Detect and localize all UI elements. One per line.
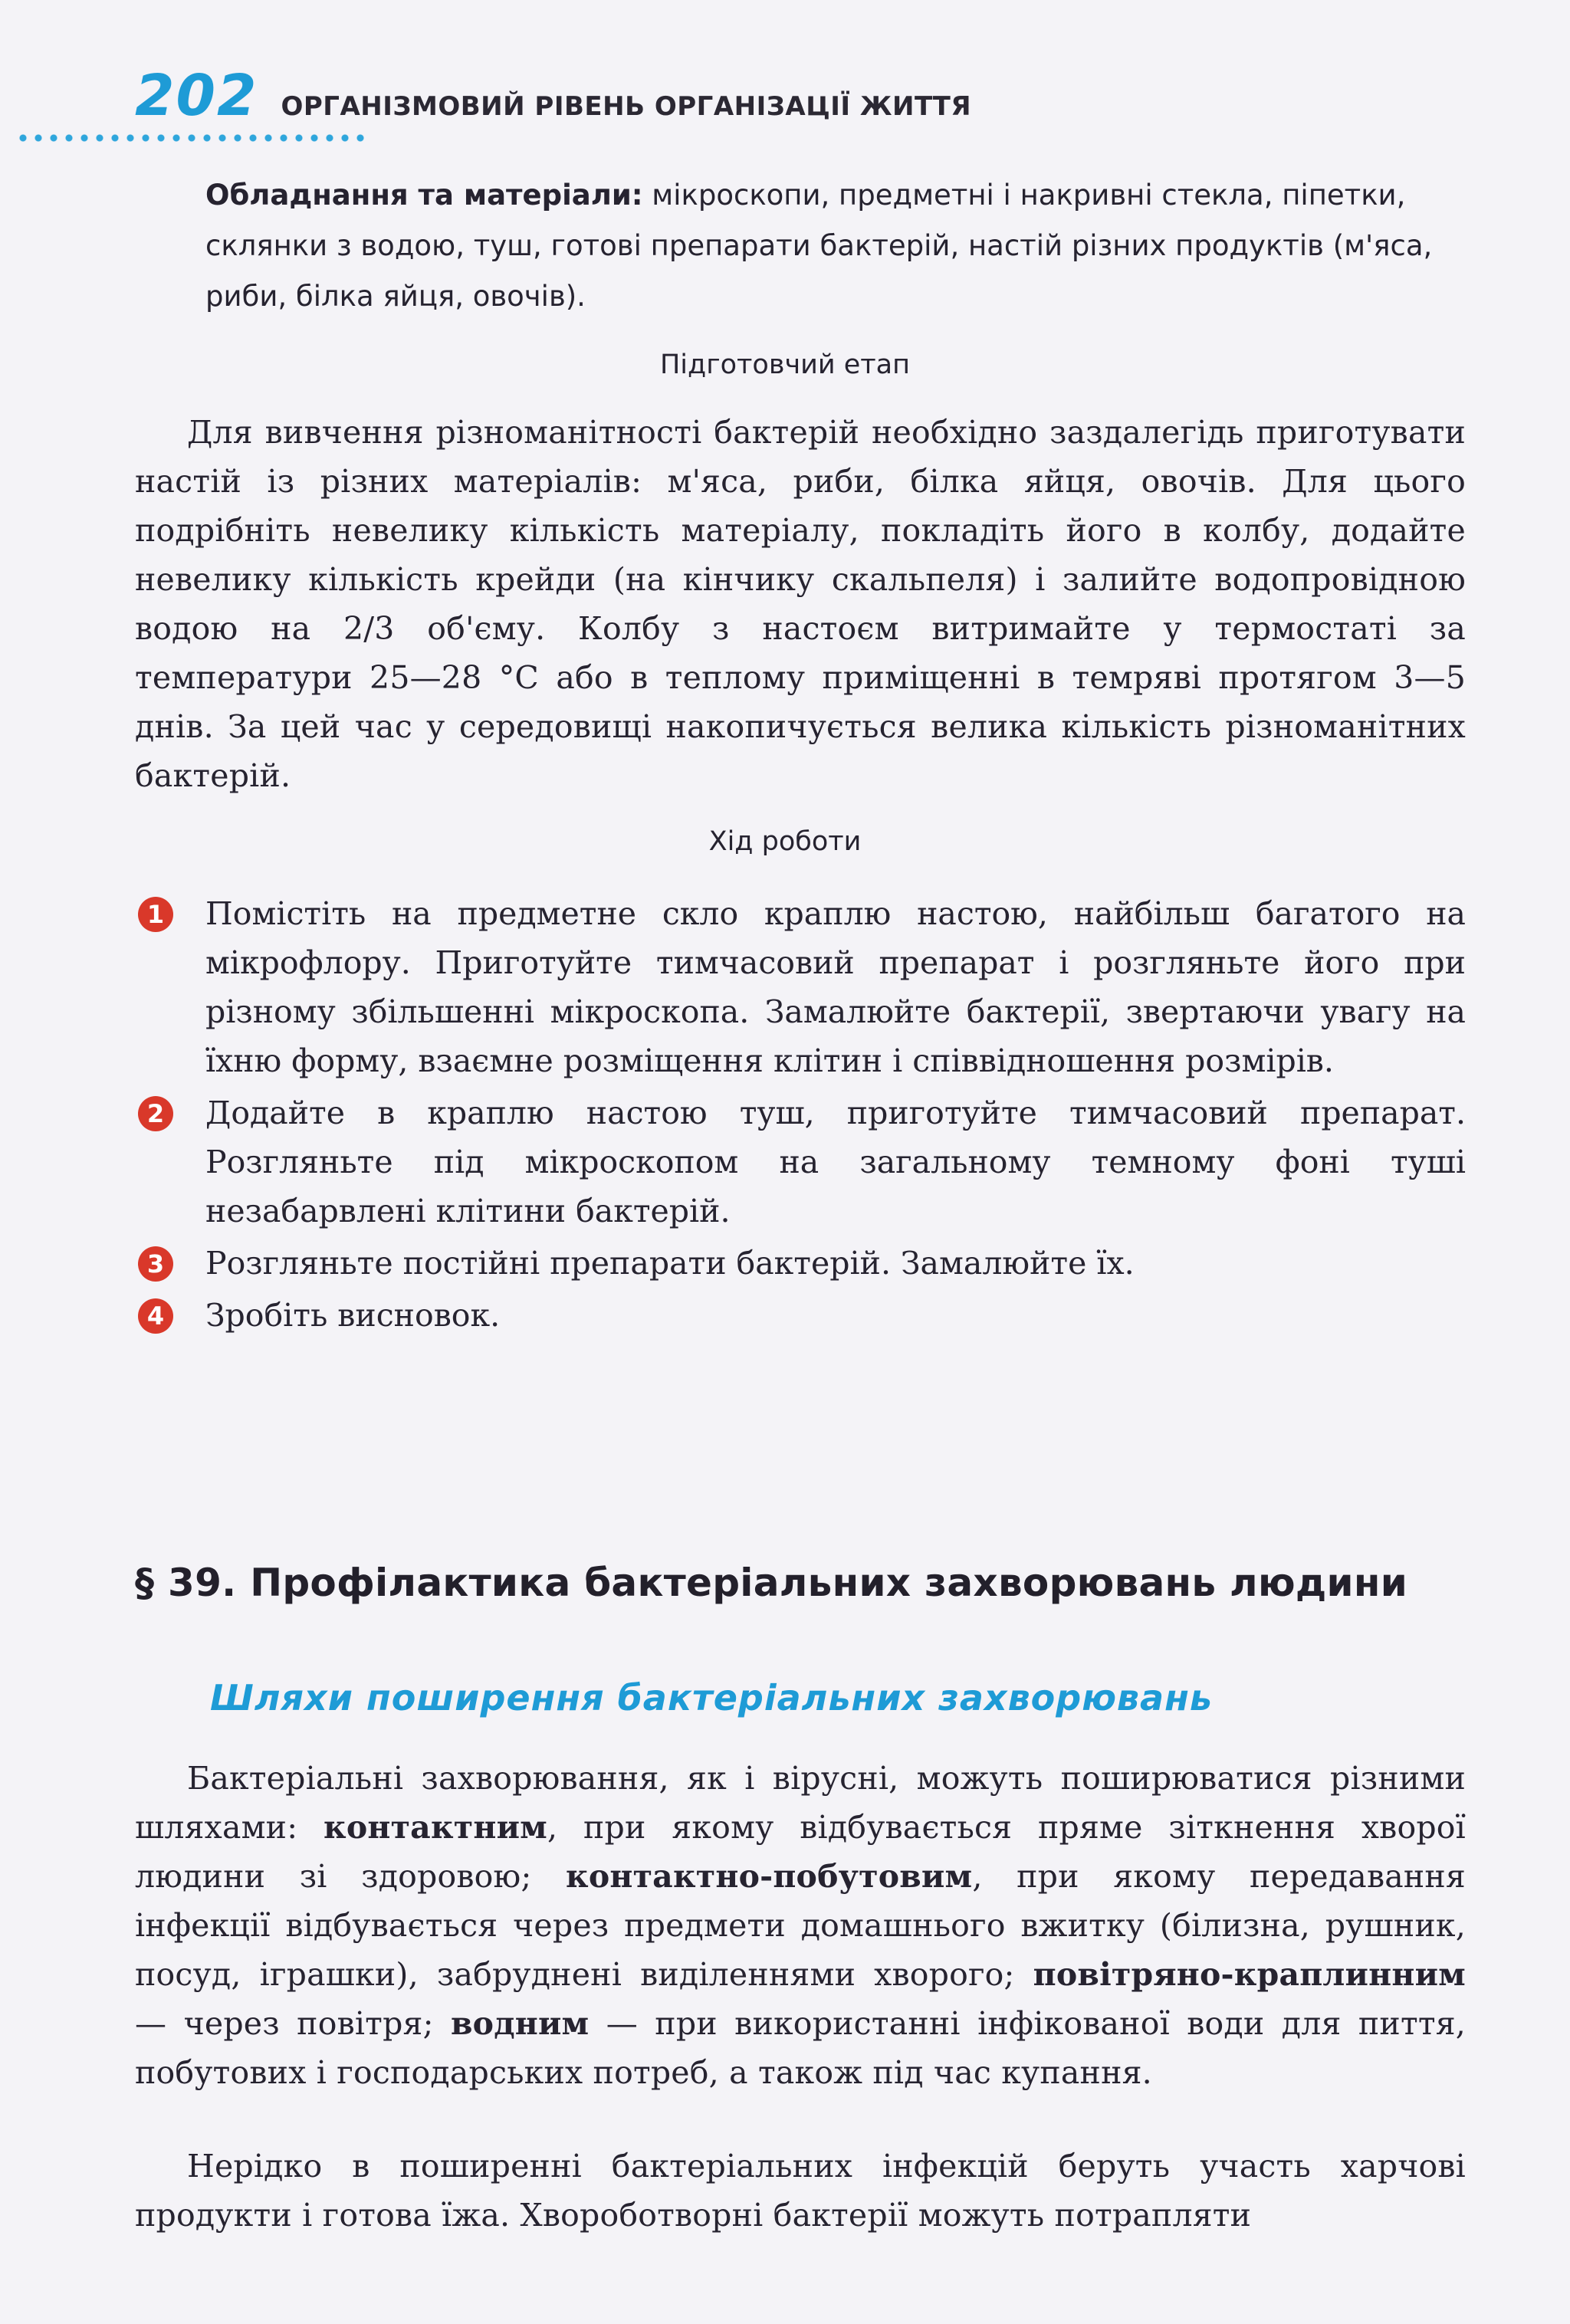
section-paragraph-1	[135, 1754, 1466, 2097]
transmission-route-term: контактним	[324, 1809, 547, 1846]
paragraph-text: — через повітря;	[135, 2005, 451, 2042]
procedure-step	[138, 1291, 1466, 1340]
transmission-route-term: повітряно-краплинним	[1033, 1956, 1466, 1993]
transmission-route-term: контактно-побутовим	[566, 1858, 973, 1895]
page-number: 202	[135, 63, 258, 129]
prep-stage-paragraph	[135, 408, 1466, 800]
materials-text: мікроскопи, предметні і накривні стекла, піпетки, склянки з водою, туш, готові препарати бактерій, настій різних продуктів (м'яса, риби, білка яйця, овочів).	[205, 179, 1433, 313]
step-number-badge: 3	[138, 1246, 173, 1282]
materials-paragraph	[205, 170, 1464, 322]
procedure-step	[138, 1088, 1466, 1236]
transmission-route-term: водним	[450, 2005, 590, 2042]
prep-stage-text: Для вивчення різноманітності бактерій необхідно заздалегідь приготувати настій із різних матеріалів: м'яса, риби, білка яйця, овочів. Для цього подрібніть невелику кількість матеріалу, покладіть його в колбу, додайте невелику кількість крейди (на кінчику скальпеля) і залийте водопровідною водою на 2/3 об'єму. Колбу з настоєм витримайте у термостаті за температури 25—28 °С або в теплому приміщенні в темряві протягом 3—5 днів. За цей час у середовищі накопичується велика кількість різноманітних бактерій.	[135, 414, 1466, 794]
prep-stage-heading: Підготовчий етап	[659, 350, 911, 380]
procedure-step	[138, 1239, 1466, 1288]
procedure-step	[138, 889, 1466, 1085]
step-number-badge: 4	[138, 1298, 173, 1334]
page-header	[135, 63, 972, 129]
procedure-heading: Хід роботи	[708, 826, 862, 857]
step-number-badge: 2	[138, 1096, 173, 1131]
section-paragraph-2	[135, 2142, 1466, 2240]
procedure-steps	[138, 889, 1466, 1343]
paragraph-text: Нерідко в поширенні бактеріальних інфекцій беруть участь харчові продукти і готова їжа. Хвороботворні бактерії можуть потрапляти	[135, 2148, 1466, 2234]
materials-label: Обладнання та матеріали:	[205, 179, 643, 212]
running-title: ОРГАНІЗМОВИЙ РІВЕНЬ ОРГАНІЗАЦІЇ ЖИТТЯ	[281, 91, 972, 122]
paragraph-text: — при використанні інфікованої води для пиття, побутових і господарських потреб, а також під час купання.	[135, 2005, 1466, 2091]
step-text: Зробіть висновок.	[205, 1297, 501, 1334]
step-text: Додайте в краплю настою туш, приготуйте тимчасовий препарат. Розгляньте під мікроскопом на загальному темному фоні туші незабарвлені клітини бактерій.	[205, 1095, 1466, 1229]
decorative-dot-line	[15, 133, 368, 143]
step-number-badge: 1	[138, 897, 173, 932]
paragraph-text: , при якому відбувається пряме зіткнення хворої людини зі здоровою;	[135, 1809, 1466, 1895]
section-title: § 39. Профілактика бактеріальних захворювань людини	[135, 1561, 1408, 1605]
step-text: Розгляньте постійні препарати бактерій. Замалюйте їх.	[205, 1245, 1135, 1282]
paragraph-text: Бактеріальні захворювання, як і вірусні, можуть поширюватися різними шляхами:	[135, 1760, 1466, 1846]
step-text: Помістіть на предметне скло краплю настою, найбільш багатого на мікрофлору. Приготуйте тимчасовий препарат і розгляньте його при різному збільшенні мікроскопа. Замалюйте бактерії, звертаючи увагу на їхню форму, взаємне розміщення клітин і співвідношення розмірів.	[205, 895, 1466, 1079]
paragraph-text: , при якому передавання інфекції відбувається через предмети домашнього вжитку (білизна, рушник, посуд, іграшки), забруднені виділеннями хворого;	[135, 1858, 1466, 1993]
subsection-title: Шляхи поширення бактеріальних захворювань	[210, 1677, 1213, 1718]
